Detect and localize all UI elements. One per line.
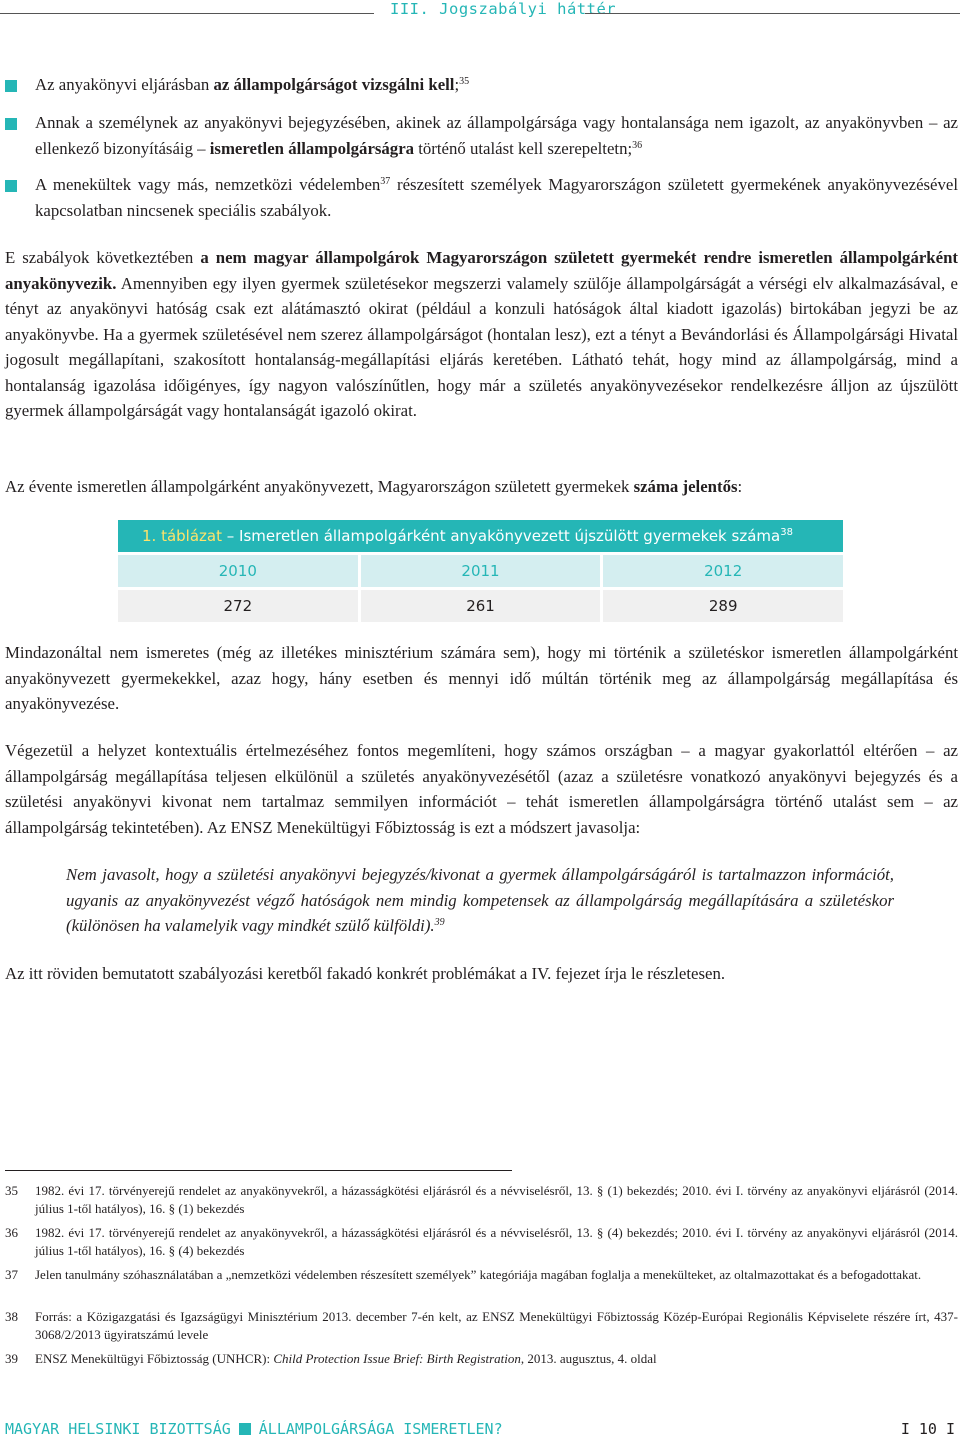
footer-square-icon xyxy=(239,1423,251,1435)
table-caption: 1. táblázat – Ismeretlen állampolgárként anyakönyvezett újszülött gyermekek száma$^{38}$ xyxy=(118,520,843,552)
statistics-table xyxy=(118,520,843,622)
footnote-ref[interactable]: 37 xyxy=(380,176,391,187)
footnote-number: 36 xyxy=(5,1225,18,1240)
bullet-item-1 xyxy=(5,72,958,98)
footnote-text: 1982. évi 17. törvényerejű rendelet az anyakönyvekről, a házasságkötési eljárásról és a névviselésről, 13. § (1) bekezdés; 2010. évi I. törvény az anyakönyvi eljárásról (2014. július 1-től hatályos), 16. § (1) bekezdés xyxy=(35,1183,958,1216)
paragraph-context: Végezetül a helyzet kontextuális értelmezéséhez fontos megemlíteni, hogy számos országban – a magyar gyakorlattól eltérően – az állampolgárság megállapítása teljesen elkülönül a születés anyakönyvezésétől (azaz a születésre vonatkozó anyakönyvi bejegyzés és a születési anyakönyvi kivonat nem tartalmaz semmilyen információt – tehát ismeretlen állampolgárságra történő utalást sem – az állampolgárság tekintetében). Az ENSZ Menekültügyi Főbiztosság is ezt a módszert javasolja: xyxy=(5,741,958,837)
footnote-38 xyxy=(5,1308,958,1344)
footnote-text: Jelen tanulmány szóhasználatában a „nemzetközi védelemben részesített személyek” kategóriája magában foglalja a menekülteket, az oltalmazottakat és a befogadottakat. xyxy=(35,1267,922,1282)
bullet-text: A menekültek vagy más, nemzetközi védelemben$^{37}$ részesített személyek Magyarországon született gyermekének anyakönyvezésével kapcsolatban nincsenek speciális szabályok. xyxy=(35,175,958,220)
footnote-number: 35 xyxy=(5,1183,18,1198)
page-footer xyxy=(0,1420,960,1443)
table-cell: 261 xyxy=(361,590,601,622)
table-row xyxy=(118,590,843,622)
footnote-number: 39 xyxy=(5,1351,18,1366)
running-head-rule-right xyxy=(585,13,960,14)
paragraph-unknown-outcome: Mindazonáltal nem ismeretes (még az illetékes minisztérium számára sem), hogy mi történik a születéskor ismeretlen állampolgárként anyakönyvezett gyermekekkel, azaz hogy, hány esetben és mennyi idő múltán történik meg az állampolgárság megállapítása és anyakönyvezése. xyxy=(5,643,958,713)
footnote-39 xyxy=(5,1350,958,1368)
footnote-36 xyxy=(5,1224,958,1260)
page-number: I 10 I xyxy=(900,1420,955,1438)
table-cell: 289 xyxy=(603,590,843,622)
footnote-35 xyxy=(5,1182,958,1218)
table-title: Ismeretlen állampolgárként anyakönyvezett újszülött gyermekek száma xyxy=(239,527,781,545)
footnote-ref[interactable]: 35 xyxy=(459,76,470,87)
bullet-text: Annak a személynek az anyakönyvi bejegyzésében, akinek az állampolgársága vagy hontalansága nem igazolt, az anyakönyvben – az ellenkező bizonyításáig – ismeretlen állampolgárságra történő utalást kell szerepeltetn;$^{36}$ xyxy=(35,113,958,158)
unhcr-quote: Nem javasolt, hogy a születési anyakönyvi bejegyzés/kivonat a gyermek állampolgárságáról is tartalmazzon információt, ugyanis az anyakönyvezést végző hatóságok nem mindig kompetensek az állampolgárság megállapítására a születéskor (különösen ha valamelyik vagy mindkét szülő külföldi).$^{39}$ xyxy=(66,865,894,935)
footnote-number: 37 xyxy=(5,1267,18,1282)
running-head xyxy=(0,0,960,24)
footnote-text: 1982. évi 17. törvényerejű rendelet az anyakönyvekről, a házasságkötési eljárásról és a névviselésről, 13. § (4) bekezdés; 2010. évi I. törvény az anyakönyvi eljárásról (2014. július 1-től hatályos), 16. § (4) bekezdés xyxy=(35,1225,958,1258)
chapter-title: III. Jogszabályi háttér xyxy=(390,0,617,18)
bullet-square-icon xyxy=(5,180,17,192)
running-head-rule-left xyxy=(0,13,374,14)
footer-publication: ÁLLAMPOLGÁRSÁGA ISMERETLEN? xyxy=(258,1420,503,1438)
paragraph-conclusion: Az itt röviden bemutatott szabályozási keretből fakadó konkrét problémákat a IV. fejezet írja le részletesen. xyxy=(5,964,726,983)
paragraph-rules-consequence: E szabályok következtében a nem magyar állampolgárok Magyarországon született gyermekét rendre ismeretlen állampolgárként anyakönyvezik. Amennyiben egy ilyen gyermek születésekor megszerzi valamely szülője állampolgárságát a vérségi elv alkalmazásával, e tényt az anyakönyvi hatóság csak ezt alátámasztó okirat (például a konzuli hatóságok által kiadott igazolás) birtokában jegyzi be az anyakönyvbe. Ha a gyermek születésével nem szerez állampolgárságot (hontalan lesz), ezt a tényt a Bevándorlási és Állampolgársági Hivatal jogosult megállapítani, szakosított hontalanság-megállapítási eljárás keretében. Látható tehát, hogy mind az állampolgárság, mind a hontalanság igazolása időigényes, így nagyon valószínűtlen, hogy már a születés anyakönyvezésekor rendelkezésre álljon az újszülött gyermek állampolgárságát vagy hontalanságát igazoló okirat. xyxy=(5,248,958,420)
paragraph-table-intro: Az évente ismeretlen állampolgárként anyakönyvezett, Magyarországon született gyermekek száma jelentős: xyxy=(5,477,743,496)
bullet-square-icon xyxy=(5,118,17,130)
bullet-item-2 xyxy=(5,110,958,161)
table-header-cell: 2010 xyxy=(118,555,358,587)
table-header-row xyxy=(118,555,843,587)
table-header-cell: 2011 xyxy=(361,555,601,587)
table-header-cell: 2012 xyxy=(603,555,843,587)
footnote-ref[interactable]: 38 xyxy=(780,527,793,538)
table-cell: 272 xyxy=(118,590,358,622)
footnote-number: 38 xyxy=(5,1309,18,1324)
bullet-item-3 xyxy=(5,172,958,223)
footnote-ref[interactable]: 36 xyxy=(632,139,643,151)
footnote-37 xyxy=(5,1266,958,1284)
bullet-square-icon xyxy=(5,80,17,92)
footnote-text: ENSZ Menekültügyi Főbiztosság (UNHCR): Child Protection Issue Brief: Birth Registration, 2013. augusztus, 4. oldal xyxy=(35,1351,657,1366)
footnote-ref[interactable]: 39 xyxy=(434,917,445,928)
bullet-text: Az anyakönyvi eljárásban az állampolgárságot vizsgálni kell;$^{35}$ xyxy=(35,75,470,94)
footnote-separator xyxy=(5,1170,512,1171)
table-label: 1. táblázat xyxy=(142,527,222,545)
footnote-text: Forrás: a Közigazgatási és Igazságügyi Minisztérium 2013. december 7-én kelt, az ENSZ Menekültügyi Főbiztosság Közép-Európai Regionális Képviselete részére írt, 437-3068/2/2013 ügyiratszámú levele xyxy=(35,1309,958,1342)
footer-publisher xyxy=(5,1420,503,1438)
footer-org: MAGYAR HELSINKI BIZOTTSÁG xyxy=(5,1420,231,1438)
